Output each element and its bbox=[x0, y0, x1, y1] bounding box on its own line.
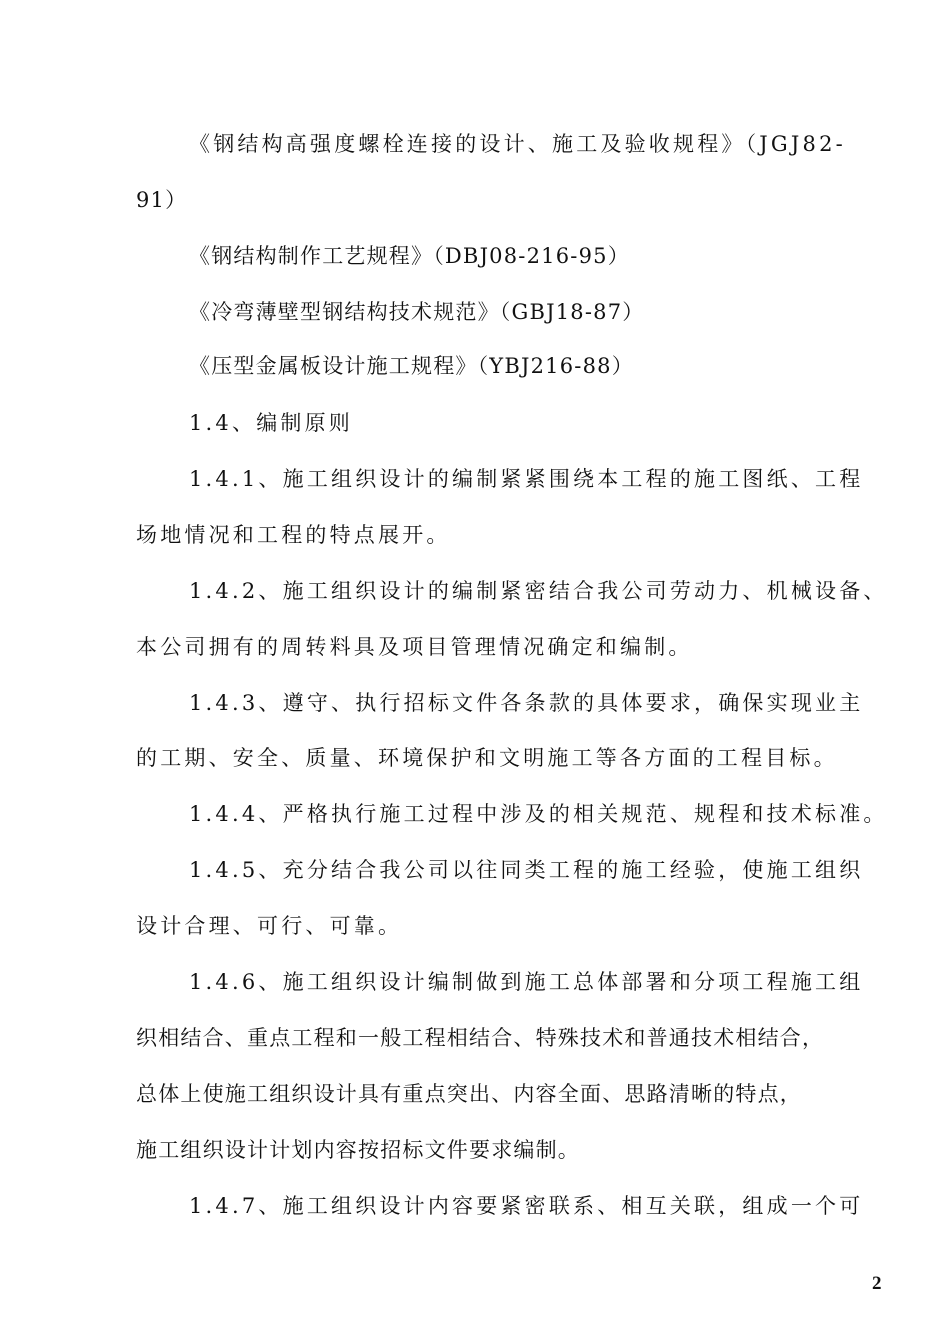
section-heading: 1.4、编制原则 bbox=[189, 411, 353, 435]
principle-paragraph-line: 1.4.6、施工组织设计编制做到施工总体部署和分项工程施工组 bbox=[189, 970, 864, 994]
principle-paragraph-line: 织相结合、重点工程和一般工程相结合、特殊技术和普通技术相结合， bbox=[136, 1026, 825, 1050]
standard-reference-line: 《钢结构制作工艺规程》（DBJ08-216-95） bbox=[189, 244, 630, 268]
principle-paragraph-line: 的工期、安全、质量、环境保护和文明施工等各方面的工程目标。 bbox=[136, 746, 838, 770]
standard-reference-continuation: 91） bbox=[136, 188, 188, 212]
principle-paragraph-line: 1.4.2、施工组织设计的编制紧密结合我公司劳动力、机械设备、 bbox=[189, 579, 888, 603]
principle-paragraph-line: 场地情况和工程的特点展开。 bbox=[136, 523, 451, 547]
principle-paragraph-line: 本公司拥有的周转料具及项目管理情况确定和编制。 bbox=[136, 635, 693, 659]
page-number: 2 bbox=[872, 1273, 882, 1294]
principle-paragraph-line: 1.4.1、施工组织设计的编制紧紧围绕本工程的施工图纸、工程 bbox=[189, 467, 864, 491]
principle-paragraph-line: 总体上使施工组织设计具有重点突出、内容全面、思路清晰的特点， bbox=[136, 1082, 802, 1106]
principle-paragraph-line: 施工组织设计计划内容按招标文件要求编制。 bbox=[136, 1138, 580, 1162]
standard-reference-line: 《冷弯薄壁型钢结构技术规范》（GBJ18-87） bbox=[189, 300, 645, 324]
principle-paragraph-line: 1.4.3、遵守、执行招标文件各条款的具体要求，确保实现业主 bbox=[189, 691, 864, 715]
principle-paragraph-line: 1.4.7、施工组织设计内容要紧密联系、相互关联，组成一个可 bbox=[189, 1194, 864, 1218]
principle-paragraph-line: 设计合理、可行、可靠。 bbox=[136, 914, 403, 938]
standard-reference-line: 《压型金属板设计施工规程》（YBJ216-88） bbox=[189, 354, 634, 378]
principle-paragraph-line: 1.4.5、充分结合我公司以往同类工程的施工经验，使施工组织 bbox=[189, 858, 864, 882]
principle-paragraph-line: 1.4.4、严格执行施工过程中涉及的相关规范、规程和技术标准。 bbox=[189, 802, 888, 826]
standard-reference-line: 《钢结构高强度螺栓连接的设计、施工及验收规程》（JGJ82- bbox=[189, 132, 846, 156]
